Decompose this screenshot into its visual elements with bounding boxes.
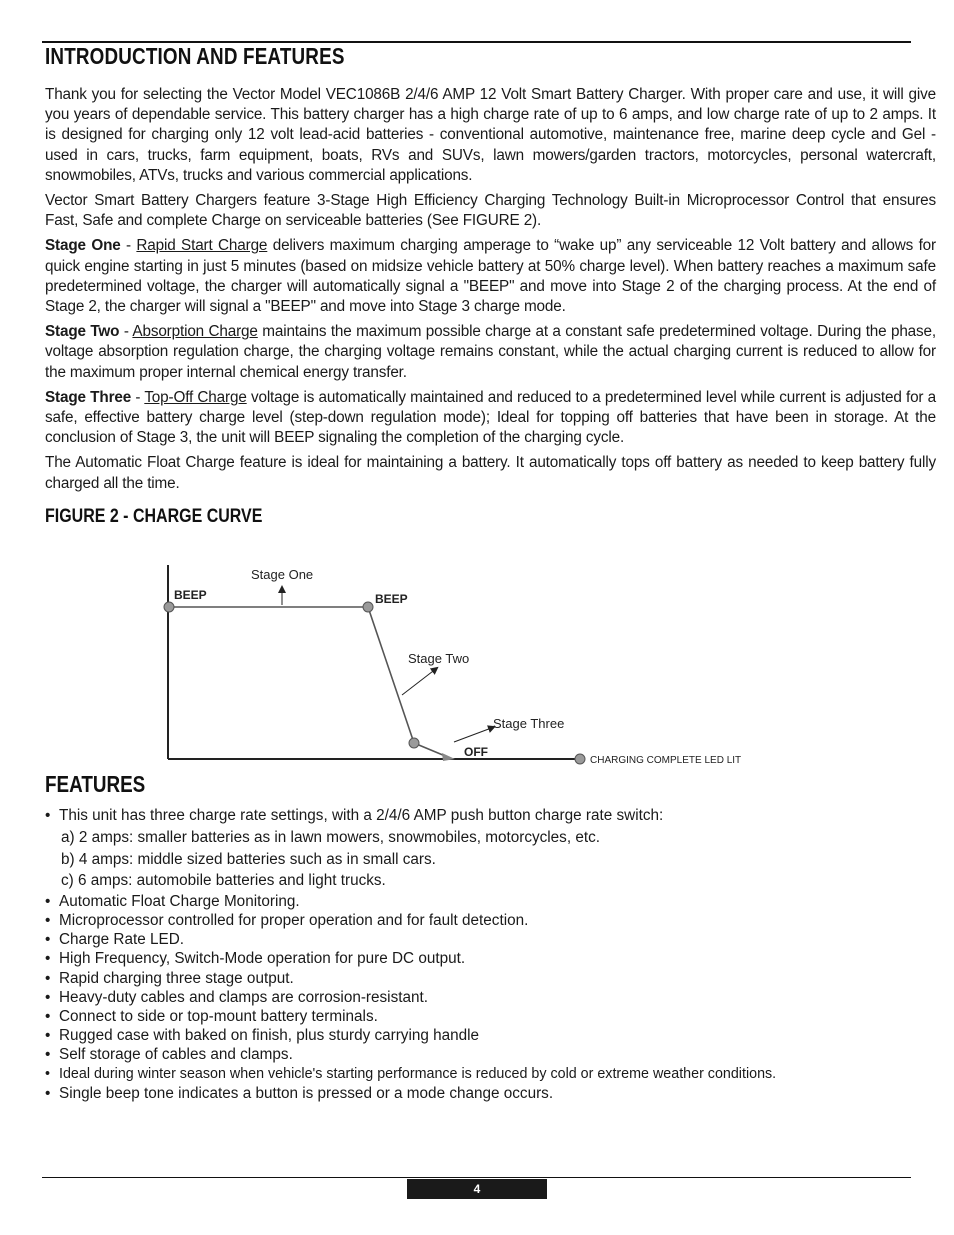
- stage-three-point: [409, 738, 419, 748]
- feature-text: Rapid charging three stage output.: [59, 969, 294, 987]
- stage-two-arrow-icon: [402, 668, 437, 695]
- rate-intro-text: This unit has three charge rate settings, with a 2/4/6 AMP push button charge rate switch:: [59, 807, 664, 824]
- stage-three-label: Stage Three: [493, 716, 565, 731]
- feature-text: High Frequency, Switch-Mode operation for pure DC output.: [59, 950, 466, 968]
- stage-two-text: maintains the maximum possible charge at a constant safe predetermined voltage. During the phase, voltage absorption regulation charge, the charging voltage remains constant, while the actual charging current is reduced to allow for the maximum proper internal chemical energy transfer.: [45, 323, 936, 381]
- off-label: OFF: [464, 745, 488, 759]
- feature-item: [45, 892, 945, 911]
- bullet: •: [45, 807, 51, 824]
- stage-two-label: Stage Two: [408, 651, 470, 666]
- bullet: •: [45, 1007, 51, 1025]
- feature-text: Self storage of cables and clamps.: [59, 1046, 293, 1064]
- beep-label-1: BEEP: [174, 588, 207, 602]
- stage-three-text: voltage is automatically maintained and reduced to a predetermined level while current is adjusted for a safe, effective battery charge level (step-down regulation mode); Ideal for topping off batteries that have been in storage. At the conclusion of Stage 3, the unit will BEEP signaling the completion of the charging cycle.: [45, 388, 937, 447]
- rate-item-b: b) 4 amps: middle sized batteries such as in small cars.: [61, 850, 436, 868]
- bottom-rule: [42, 1177, 911, 1178]
- stage-one-name: Rapid Start Charge: [136, 237, 268, 255]
- feature-text: Single beep tone indicates a button is pressed or a mode change occurs.: [59, 1084, 554, 1102]
- features-section: [45, 806, 945, 1103]
- feature-item: [45, 911, 945, 930]
- beep-point-2: [363, 602, 373, 612]
- feature-rate-settings: [45, 806, 945, 892]
- feature-item: [45, 1045, 945, 1064]
- bullet: •: [45, 988, 51, 1006]
- feature-item: [45, 1084, 945, 1103]
- features-list: [45, 806, 945, 1103]
- stage-one-sep: -: [120, 237, 137, 255]
- stage-two-name: Absorption Charge: [132, 323, 258, 341]
- rate-item-c: c) 6 amps: automobile batteries and light trucks.: [61, 872, 386, 890]
- bullet: •: [45, 1084, 51, 1102]
- feature-text: Microprocessor controlled for proper operation and for fault detection.: [59, 911, 529, 929]
- intro-paragraph-1: Thank you for selecting the Vector Model VEC1086B 2/4/6 AMP 12 Volt Smart Battery Charger. With proper care and use, it will give you years of dependable service. This battery charger has a high charge rate of up to 6 amps, and low charge rate of up to 2 amps. It is designed for charging only 12 volt lead-acid batteries - conventional automotive, maintenance free, marine deep cycle and Gel - used in cars, trucks, farm equipment, boats, RVs and SUVs, lawn mowers/garden tractors, motorcycles, personal watercraft, snowmobiles, ATVs, trucks and various commercial applications.: [45, 86, 936, 184]
- bullet: •: [45, 969, 51, 987]
- stage-three-sep: -: [131, 388, 145, 406]
- stage-two-paragraph: [45, 322, 936, 383]
- bullet: •: [45, 892, 51, 910]
- rate-sublist: [45, 827, 945, 892]
- complete-led-point: [575, 754, 585, 764]
- feature-item: [45, 949, 945, 968]
- charging-complete-label: CHARGING COMPLETE LED LIT: [590, 755, 742, 766]
- charge-curve-diagram: [150, 555, 750, 770]
- stage-three-paragraph: [45, 388, 936, 449]
- stage-three-label: Stage Three: [45, 388, 132, 406]
- feature-text: Rugged case with baked on finish, plus sturdy carrying handle: [59, 1027, 480, 1045]
- stage-one-paragraph: [45, 236, 936, 317]
- beep-point-1: [164, 602, 174, 612]
- feature-text: Ideal during winter season when vehicle's starting performance is reduced by cold or extreme weather conditions.: [59, 1065, 777, 1082]
- stage-two-sep: -: [119, 323, 133, 341]
- page-number: 4: [407, 1179, 547, 1199]
- bullet: •: [45, 911, 51, 929]
- stage-one-label: Stage One: [45, 237, 121, 255]
- feature-item: [45, 1026, 945, 1045]
- bullet: •: [45, 950, 51, 968]
- bullet: •: [45, 1046, 51, 1064]
- figure-heading: FIGURE 2 - CHARGE CURVE: [45, 505, 263, 527]
- feature-text: Automatic Float Charge Monitoring.: [59, 892, 300, 910]
- bullet: •: [45, 1065, 51, 1082]
- stage-three-name: Top-Off Charge: [144, 388, 247, 406]
- stage-one-label: Stage One: [251, 567, 314, 582]
- feature-item: [45, 969, 945, 988]
- stage-two-line: [368, 607, 414, 743]
- bullet: •: [45, 1027, 51, 1045]
- feature-item: [45, 1065, 945, 1084]
- feature-item: [45, 930, 945, 949]
- charge-curve-svg: [150, 555, 750, 770]
- feature-text: Charge Rate LED.: [59, 931, 184, 949]
- float-paragraph: The Automatic Float Charge feature is ideal for maintaining a battery. It automatically tops off battery as needed to keep battery fully charged all the time.: [45, 454, 936, 492]
- rate-item-a: a) 2 amps: smaller batteries as in lawn mowers, snowmobiles, motorcycles, etc.: [61, 829, 600, 847]
- feature-text: Heavy-duty cables and clamps are corrosion-resistant.: [59, 988, 428, 1006]
- intro-section: [45, 85, 936, 499]
- stage-three-arrow-icon: [454, 727, 494, 742]
- stage-two-label: Stage Two: [45, 323, 120, 341]
- bullet: •: [45, 931, 51, 949]
- feature-text: Connect to side or top-mount battery terminals.: [59, 1007, 378, 1025]
- intro-heading: INTRODUCTION AND FEATURES: [45, 43, 345, 69]
- feature-item: [45, 1007, 945, 1026]
- beep-label-2: BEEP: [375, 592, 408, 606]
- intro-paragraph-2: Vector Smart Battery Chargers feature 3-Stage High Efficiency Charging Technology Built-in Microprocessor Control that ensures Fast, Safe and complete Charge on serviceable batteries (See FIGURE 2).: [45, 192, 936, 230]
- feature-item: [45, 988, 945, 1007]
- stage-one-text: delivers maximum charging amperage to “wake up” any serviceable 12 Volt battery and allows for quick engine starting in just 5 minutes (based on midsize vehicle battery at 50% charge level). When battery reaches a maximum safe predetermined voltage, the charger will automatically signal a "BEEP" and move into Stage 2 of the charging process. At the end of Stage 2, the charger will signal a "BEEP" and move into Stage 3 charge mode.: [45, 237, 936, 316]
- features-heading: FEATURES: [45, 771, 146, 797]
